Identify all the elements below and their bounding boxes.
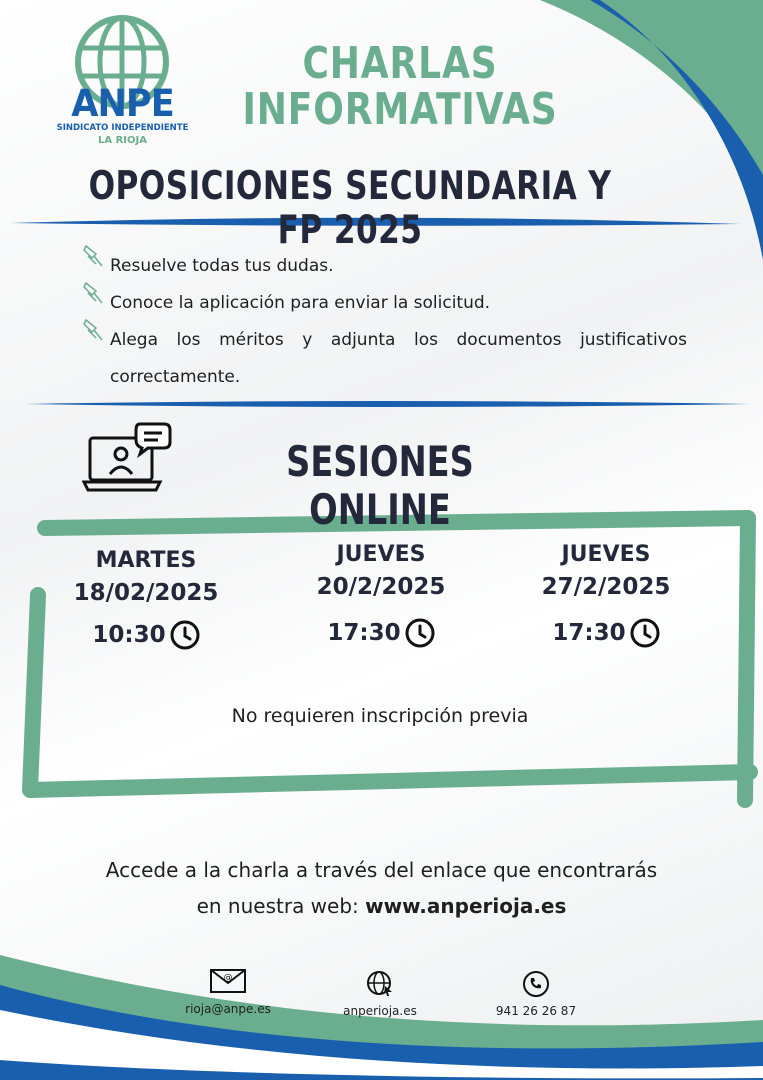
- title-line-2: INFORMATIVAS: [242, 84, 558, 135]
- title-line-1: CHARLAS: [302, 38, 498, 89]
- session-date: 20/2/2025: [316, 574, 446, 600]
- contact-phone[interactable]: [466, 970, 606, 1018]
- session-time-text: 10:30: [92, 622, 166, 648]
- contact-web-text: anperioja.es: [343, 1004, 417, 1018]
- page-subtitle: OPOSICIONES SECUNDARIA Y FP 2025: [88, 164, 612, 253]
- bullet-text: Conoce la aplicación para enviar la solicitud.: [110, 293, 491, 313]
- email-icon: [208, 966, 248, 996]
- session-card: [46, 546, 246, 650]
- session-card: [281, 540, 481, 648]
- session-date: 27/2/2025: [541, 574, 671, 600]
- logo-tagline: SINDICATO INDEPENDIENTE: [56, 123, 189, 133]
- session-day: JUEVES: [336, 542, 426, 567]
- clock-icon: [170, 620, 200, 650]
- bullet-text-continued: correctamente.: [110, 367, 241, 387]
- anpe-logo: [55, 10, 190, 150]
- clock-icon: [630, 618, 660, 648]
- access-line-2: [40, 888, 723, 924]
- access-info: [40, 852, 723, 924]
- bullet-item: [82, 248, 687, 285]
- pin-icon: [82, 318, 106, 348]
- session-time-text: 17:30: [552, 620, 626, 646]
- access-prefix: en nuestra web:: [196, 894, 366, 918]
- website-link[interactable]: www.anperioja.es: [365, 894, 567, 918]
- session-card: [506, 540, 706, 648]
- session-date: 18/02/2025: [73, 580, 219, 606]
- session-time-text: 17:30: [327, 620, 401, 646]
- bullet-item: [82, 322, 687, 396]
- session-time: [506, 618, 706, 648]
- registration-note: No requieren inscripción previa: [231, 705, 529, 727]
- svg-text:@: @: [223, 973, 233, 983]
- sessions-title: SESIONES ONLINE: [286, 437, 474, 534]
- bullet-text: Alega los méritos y adjunta los documentos justificativos: [110, 330, 687, 350]
- contact-web[interactable]: [310, 970, 450, 1018]
- bullet-list: [82, 240, 687, 396]
- logo-region: LA RIOJA: [98, 135, 147, 146]
- contact-email-text: rioja@anpe.es: [185, 1002, 271, 1016]
- session-time: [46, 620, 246, 650]
- bullet-item: [82, 285, 687, 322]
- online-session-icon: [82, 420, 172, 495]
- clock-icon: [405, 618, 435, 648]
- access-line-1: Accede a la charla a través del enlace que encontrarás: [105, 858, 658, 882]
- session-day: JUEVES: [561, 542, 651, 567]
- web-icon: [365, 970, 395, 998]
- session-day: MARTES: [95, 548, 197, 573]
- pin-icon: [82, 281, 106, 311]
- phone-icon: [522, 970, 550, 998]
- contact-email[interactable]: [158, 966, 298, 1016]
- contact-phone-text: 941 26 26 87: [495, 1004, 577, 1018]
- logo-brand: ANPE: [71, 82, 174, 125]
- bullet-text: Resuelve todas tus dudas.: [110, 256, 334, 276]
- session-time: [281, 618, 481, 648]
- pin-icon: [82, 244, 106, 274]
